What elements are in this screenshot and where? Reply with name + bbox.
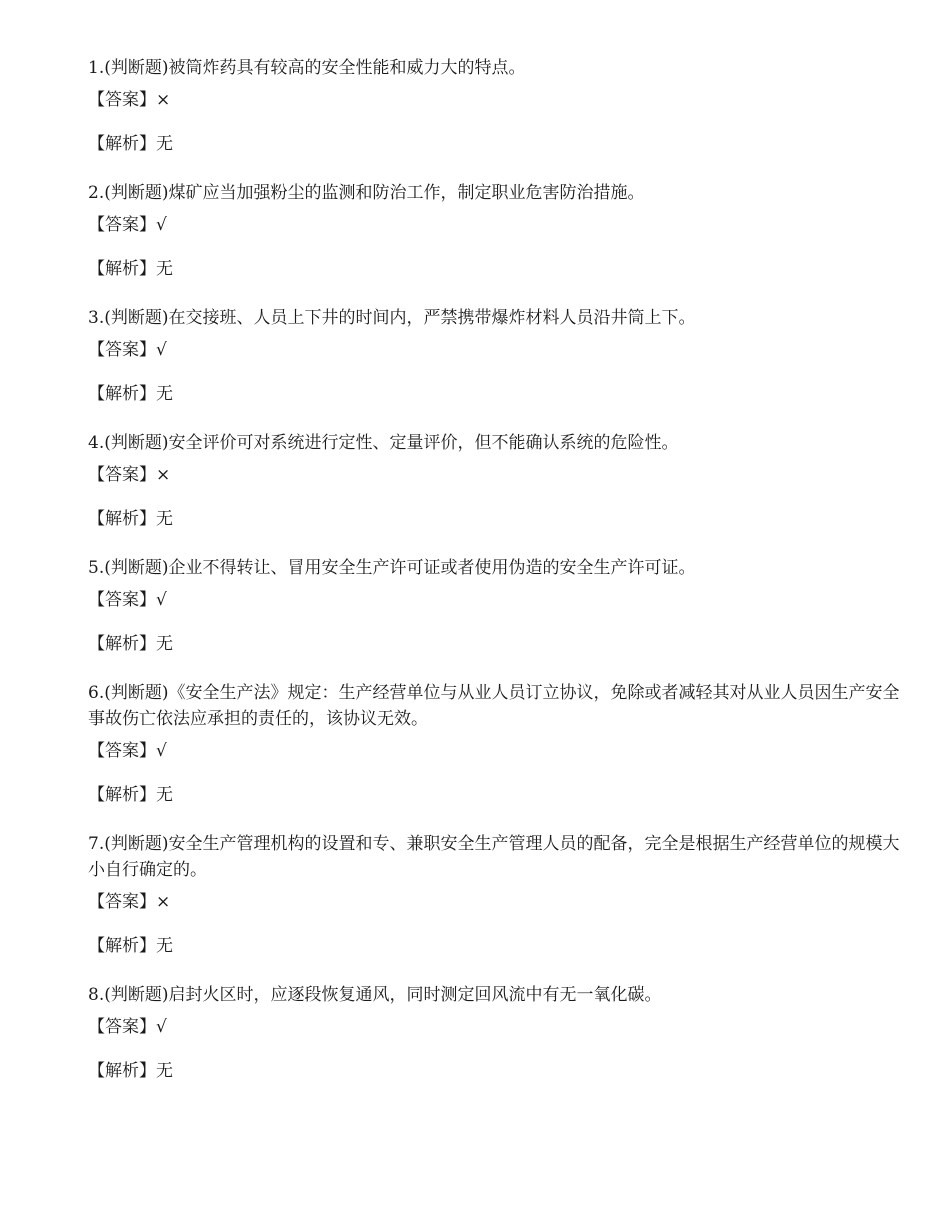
question-block-1: [88, 55, 900, 157]
analysis-line: [88, 506, 900, 532]
question-text: 6.(判断题)《安全生产法》规定：生产经营单位与从业人员订立协议，免除或者减轻其对从业人员因生产安全事故伤亡依法应承担的责任的，该协议无效。: [88, 683, 900, 729]
analysis-label: 【解析】: [88, 259, 156, 279]
analysis-label: 【解析】: [88, 634, 156, 654]
answer-value: ×: [156, 465, 171, 485]
answer-line: [88, 337, 900, 363]
answer-value: √: [156, 1017, 167, 1037]
answer-label: 【答案】: [88, 741, 156, 761]
question-text: 2.(判断题)煤矿应当加强粉尘的监测和防治工作，制定职业危害防治措施。: [88, 183, 645, 203]
answer-line: [88, 1014, 900, 1040]
question-block-3: [88, 305, 900, 407]
answer-label: 【答案】: [88, 892, 156, 912]
analysis-label: 【解析】: [88, 785, 156, 805]
question-block-7: [88, 831, 900, 959]
answer-label: 【答案】: [88, 465, 156, 485]
analysis-label: 【解析】: [88, 134, 156, 154]
answer-value: √: [156, 340, 167, 360]
question-text: 7.(判断题)安全生产管理机构的设置和专、兼职安全生产管理人员的配备，完全是根据生产经营单位的规模大小自行确定的。: [88, 834, 900, 880]
analysis-value: 无: [156, 1061, 173, 1081]
answer-line: [88, 87, 900, 113]
answer-line: [88, 212, 900, 238]
answer-label: 【答案】: [88, 90, 156, 110]
analysis-label: 【解析】: [88, 509, 156, 529]
answer-value: ×: [156, 892, 171, 912]
answer-label: 【答案】: [88, 340, 156, 360]
analysis-line: [88, 1058, 900, 1084]
answer-label: 【答案】: [88, 215, 156, 235]
analysis-line: [88, 782, 900, 808]
answer-label: 【答案】: [88, 1017, 156, 1037]
question-block-2: [88, 180, 900, 282]
answer-label: 【答案】: [88, 590, 156, 610]
analysis-line: [88, 381, 900, 407]
question-block-4: [88, 430, 900, 532]
analysis-value: 无: [156, 785, 173, 805]
question-block-6: [88, 680, 900, 808]
analysis-line: [88, 131, 900, 157]
question-block-5: [88, 555, 900, 657]
analysis-value: 无: [156, 936, 173, 956]
analysis-label: 【解析】: [88, 384, 156, 404]
document-page: [88, 55, 900, 1107]
question-text: 4.(判断题)安全评价可对系统进行定性、定量评价，但不能确认系统的危险性。: [88, 433, 679, 453]
question-text: 5.(判断题)企业不得转让、冒用安全生产许可证或者使用伪造的安全生产许可证。: [88, 558, 696, 578]
analysis-line: [88, 256, 900, 282]
question-text: 3.(判断题)在交接班、人员上下井的时间内，严禁携带爆炸材料人员沿井筒上下。: [88, 308, 696, 328]
analysis-value: 无: [156, 634, 173, 654]
answer-line: [88, 462, 900, 488]
analysis-label: 【解析】: [88, 1061, 156, 1081]
answer-line: [88, 587, 900, 613]
analysis-label: 【解析】: [88, 936, 156, 956]
analysis-line: [88, 631, 900, 657]
analysis-value: 无: [156, 259, 173, 279]
answer-value: √: [156, 741, 167, 761]
answer-line: [88, 889, 900, 915]
analysis-line: [88, 933, 900, 959]
question-text: 1.(判断题)被筒炸药具有较高的安全性能和威力大的特点。: [88, 58, 526, 78]
answer-value: √: [156, 590, 167, 610]
answer-line: [88, 738, 900, 764]
analysis-value: 无: [156, 509, 173, 529]
analysis-value: 无: [156, 384, 173, 404]
question-block-8: [88, 982, 900, 1084]
answer-value: √: [156, 215, 167, 235]
question-text: 8.(判断题)启封火区时，应逐段恢复通风，同时测定回风流中有无一氧化碳。: [88, 985, 662, 1005]
analysis-value: 无: [156, 134, 173, 154]
answer-value: ×: [156, 90, 171, 110]
